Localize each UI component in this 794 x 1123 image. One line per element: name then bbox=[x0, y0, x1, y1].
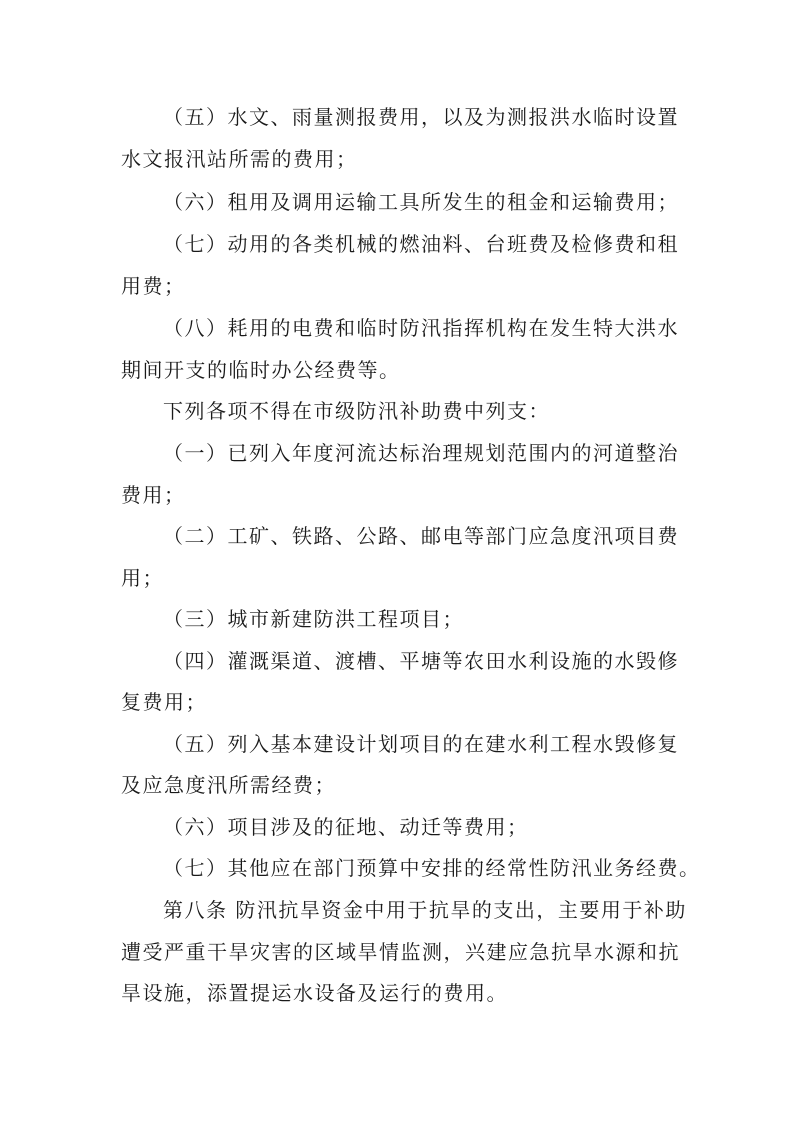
text-line: （七）其他应在部门预算中安排的经常性防汛业务经费。 bbox=[163, 856, 701, 880]
text-line: 复费用； bbox=[121, 690, 207, 714]
text-line: 下列各项不得在市级防汛补助费中列支： bbox=[163, 399, 550, 423]
text-line: （五）水文、雨量测报费用，以及为测报洪水临时设置 bbox=[163, 105, 679, 129]
text-line: （四）灌溉渠道、渡槽、平塘等农田水利设施的水毁修 bbox=[163, 649, 679, 673]
text-line: 旱设施，添置提运水设备及运行的费用。 bbox=[121, 981, 508, 1005]
text-line: 水文报汛站所需的费用； bbox=[121, 147, 358, 171]
text-line: （八）耗用的电费和临时防汛指挥机构在发生特大洪水 bbox=[163, 316, 679, 340]
text-line: （二）工矿、铁路、公路、邮电等部门应急度汛项目费 bbox=[163, 524, 679, 548]
text-line: （六）项目涉及的征地、动迁等费用； bbox=[163, 815, 529, 839]
text-line: 及应急度汛所需经费； bbox=[121, 773, 336, 797]
text-line: 遭受严重干旱灾害的区域旱情监测，兴建应急抗旱水源和抗 bbox=[121, 940, 680, 964]
text-line: 期间开支的临时办公经费等。 bbox=[121, 358, 401, 382]
text-line: 用； bbox=[121, 566, 164, 590]
text-line: （三）城市新建防洪工程项目； bbox=[163, 607, 464, 631]
text-line: 费用； bbox=[121, 483, 186, 507]
text-line: （六）租用及调用运输工具所发生的租金和运输费用； bbox=[163, 190, 679, 214]
text-line: （七）动用的各类机械的燃油料、台班费及检修费和租 bbox=[163, 232, 679, 256]
text-line: 用费； bbox=[121, 274, 186, 298]
text-line: （一）已列入年度河流达标治理规划范围内的河道整治 bbox=[163, 441, 679, 465]
text-line: （五）列入基本建设计划项目的在建水利工程水毁修复 bbox=[163, 732, 679, 756]
text-line: 第八条 防汛抗旱资金中用于抗旱的支出，主要用于补助 bbox=[163, 898, 687, 922]
